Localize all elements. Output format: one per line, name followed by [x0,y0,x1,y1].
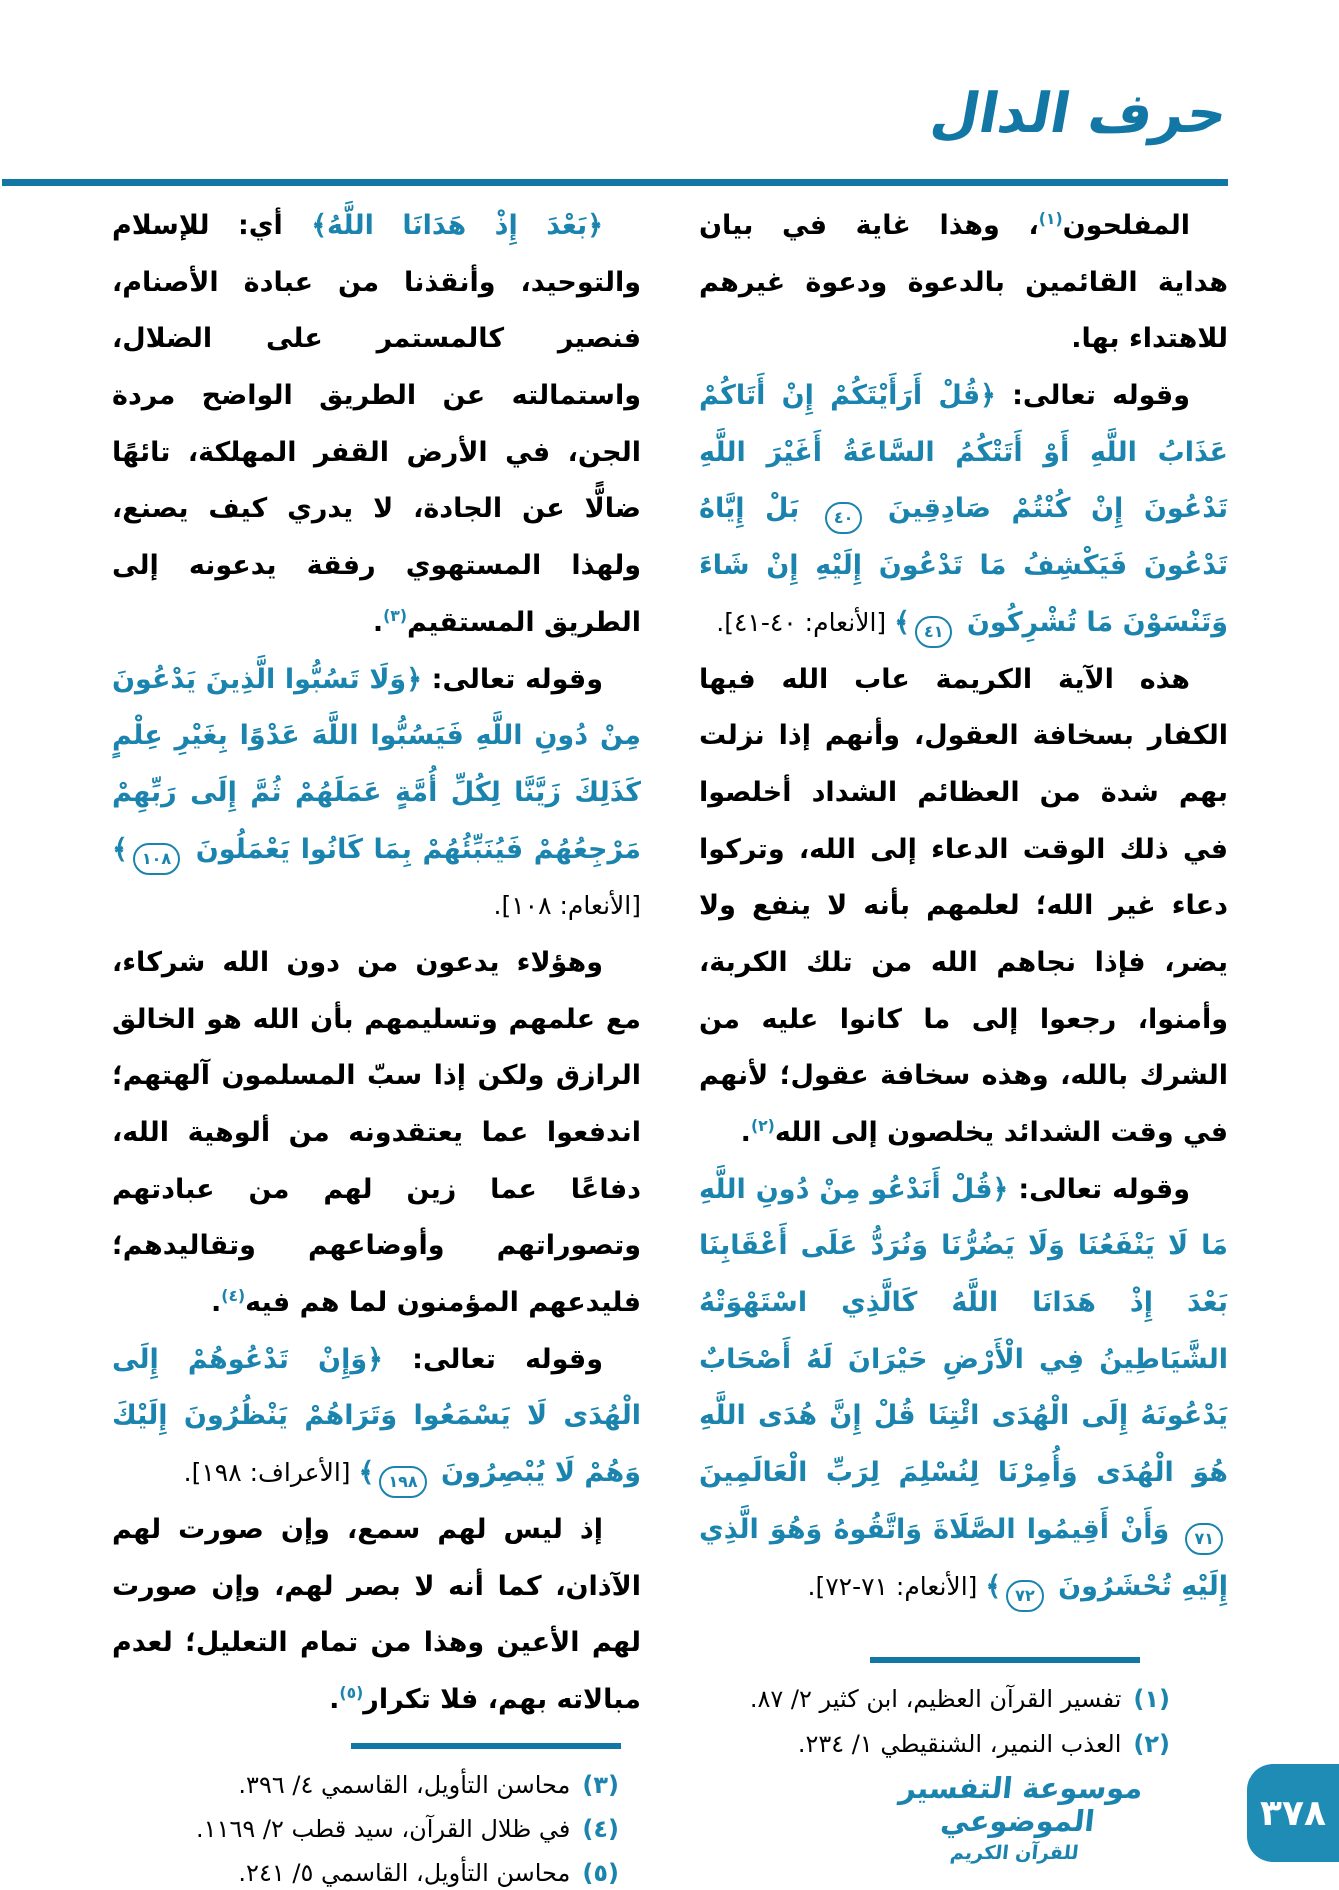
paragraph [112,198,641,652]
verse-reference: [الأنعام: ٧١-٧٢]. [807,1571,986,1601]
paragraph [699,198,1228,368]
body-text: وقوله تعالى: [382,1343,603,1375]
quran-verse-text: بَلْ إِيَّاهُ تَدْعُونَ فَيَكْشِفُ مَا تَدْعُونَ إِلَيْهِ إِنْ شَاءَ وَتَنْسَوْنَ مَا تُشْرِكُونَ [699,493,1228,638]
quran-verse-text: ﴾ [112,833,128,865]
body-text: . [740,1117,751,1148]
body-text: ، وهذا غاية في بيان هداية القائمين بالدعوة ودعوة غيرهم للاهتداء بها. [699,210,1228,355]
footnote-item [699,1722,1170,1766]
header-rule [2,179,1228,186]
right-column [699,198,1228,1766]
quran-verse-text: وَأَنْ أَقِيمُوا الصَّلَاةَ وَاتَّقُوهُ وَهُوَ الَّذِي إِلَيْهِ تُحْشَرُونَ [699,1513,1228,1602]
paragraph [112,935,641,1332]
body-text: هذه الآية الكريمة عاب الله فيها الكفار بسخافة العقول، وأنهم إذا نزلت بهم شدة من العظائم الشداد أخلصوا في ذلك الوقت الدعاء إلى الله، وتركوا دعاء غير الله؛ لعلمهم بأنه لا ينفع ولا يضر، فإذا نجاهم الله من تلك الكربة، وأمنوا، رجعوا إلى ما كانوا عليه من الشرك بالله، وهذه سخافة عقول؛ لأنهم في وقت الشدائد يخلصون إلى الله [699,663,1228,1148]
quran-verse-text: ﴿وَإِنْ تَدْعُوهُمْ إِلَى الْهُدَى لَا يَسْمَعُوا وَتَرَاهُمْ يَنْظُرُونَ إِلَيْكَ وَهُمْ لَا يُبْصِرُونَ [112,1343,641,1489]
body-text: وهؤلاء يدعون من دون الله شركاء، مع علمهم وتسليمهم بأن الله هو الخالق الرازق ولكن إذا سبّ المسلمون آلهتهم؛ اندفعوا عما يعتقدونه من ألوهية الله، دفاعًا عما زين لهم من عبادتهم وتصوراتهم وأوضاعهم وتقاليدهم؛ فليدعهم المؤمنون لما هم فيه [112,946,641,1319]
footnote-marker: (٣) [383,605,408,625]
footnote-text: في ظلال القرآن، سيد قطب ٢/ ١١٦٩. [196,1814,571,1843]
body-text: . [329,1683,340,1715]
footnote-text: محاسن التأويل، القاسمي ٥/ ٢٤١. [238,1859,571,1888]
paragraph [699,652,1228,1162]
footnote-list [699,1677,1228,1766]
verse-number-medallion: ٧١ [1185,1523,1223,1555]
left-column-paragraphs [112,198,641,1729]
paragraph [699,1162,1228,1616]
paragraph [112,1502,641,1729]
verse-reference: [الأعراف: ١٩٨]. [183,1458,359,1488]
quran-verse-text: ﴿بَعْدَ إِذْ هَدَانَا اللَّهُ﴾ [311,210,604,241]
verse-number-medallion: ٤٠ [825,502,863,534]
publisher-logo-line2: للقرآن الكريم [949,1841,1080,1864]
quran-verse-text: ﴿قُلْ أَنَدْعُو مِنْ دُونِ اللَّهِ مَا لَا يَنْفَعُنَا وَلَا يَضُرُّنَا وَنُرَدُّ عَلَى أَعْقَابِنَا بَعْدَ إِذْ هَدَانَا اللَّهُ كَالَّذِي اسْتَهْوَتْهُ الشَّيَاطِينُ فِي الْأَرْضِ حَيْرَانَ لَهُ أَصْحَابٌ يَدْعُونَهُ إِلَى الْهُدَى ائْتِنَا قُلْ إِنَّ هُدَى اللَّهِ هُوَ الْهُدَى وَأُمِرْنَا لِنُسْلِمَ لِرَبِّ الْعَالَمِينَ [699,1173,1228,1489]
paragraph [112,1332,641,1502]
page-number: ٣٧٨ [1260,1792,1326,1834]
verse-reference: [الأنعام: ١٠٨]. [493,891,641,921]
chapter-title: حرف الدال [926,81,1233,145]
quran-verse-text: ﴾ [894,606,910,638]
quran-verse-text: ﴾ [985,1570,1002,1602]
footnote-number: (٥) [582,1859,619,1888]
footnote-marker: (٤) [221,1286,246,1306]
text-columns [112,198,1228,1890]
paragraph [699,368,1228,651]
body-text: وقوله تعالى: [995,380,1190,412]
footnote-separator [870,1657,1140,1663]
verse-number-medallion: ١٠٨ [133,843,180,875]
body-text: إذ ليس لهم سمع، وإن صورت لهم الآذان، كما أنه لا بصر لهم، وإن صورت لهم الأعين وهذا من تمام التعليل؛ لعدم مبالاته بهم، فلا تكرار [112,1513,641,1715]
footnote-text: محاسن التأويل، القاسمي ٤/ ٣٩٦. [238,1770,571,1799]
right-column-paragraphs [699,198,1228,1615]
body-text: وقوله تعالى: [422,663,603,695]
left-column-footnotes [112,1743,641,1890]
footnote-number: (٣) [582,1770,619,1799]
footnote-marker: (٥) [339,1682,364,1702]
footnote-item [112,1851,619,1890]
footnote-marker: (١) [1038,209,1063,228]
verse-number-medallion: ٧٢ [1006,1580,1044,1612]
footnote-item [699,1677,1170,1721]
body-text: المفلحون [1062,210,1190,241]
footnote-number: (١) [1133,1685,1170,1714]
page-number-badge [1247,1764,1339,1862]
right-column-footnotes [699,1657,1228,1766]
verse-reference: [الأنعام: ٤٠-٤١]. [716,607,895,637]
footnote-marker: (٢) [750,1116,775,1135]
left-column [112,198,641,1890]
body-text: وقوله تعالى: [1008,1173,1190,1205]
body-text: أي: للإسلام والتوحيد، وأنقذنا من عبادة الأصنام، فنصير كالمستمر على الضلال، واستمالته عن الطريق الواضح مردة الجن، في الأرض القفر المهلكة، تائهًا ضالًّا عن الجادة، لا يدري كيف يصنع، ولهذا المستهوي رفقة يدعونه إلى الطريق المستقيم [112,210,641,638]
publisher-logo [888,1772,1148,1865]
body-text: . [211,1287,222,1319]
quran-verse-text: ﴿قُلْ أَرَأَيْتَكُمْ إِنْ أَتَاكُمْ عَذَابُ اللَّهِ أَوْ أَتَتْكُمُ السَّاعَةُ أَغَيْرَ اللَّهِ تَدْعُونَ إِنْ كُنْتُمْ صَادِقِينَ [699,380,1228,525]
footnote-number: (٢) [1133,1729,1170,1758]
publisher-logo-line1: موسوعة التفسير الموضوعي [897,1771,1145,1839]
verse-number-medallion: ٤١ [915,616,953,648]
footnote-item [112,1763,619,1807]
footnote-text: العذب النمير، الشنقيطي ١/ ٢٣٤. [797,1729,1122,1758]
quran-verse-text: ﴾ [358,1457,375,1489]
footnote-item [112,1807,619,1851]
footnote-text: تفسير القرآن العظيم، ابن كثير ٢/ ٨٧. [749,1685,1122,1714]
verse-number-medallion: ١٩٨ [379,1466,426,1498]
footnote-list [112,1763,641,1890]
quran-verse-text: ﴿وَلَا تَسُبُّوا الَّذِينَ يَدْعُونَ مِنْ دُونِ اللَّهِ فَيَسُبُّوا اللَّهَ عَدْوًا بِغَيْرِ عِلْمٍ كَذَلِكَ زَيَّنَّا لِكُلِّ أُمَّةٍ عَمَلَهُمْ ثُمَّ إِلَى رَبِّهِمْ مَرْجِعُهُمْ فَيُنَبِّئُهُمْ بِمَا كَانُوا يَعْمَلُونَ [112,663,641,865]
footnote-separator [351,1743,621,1749]
paragraph [112,652,641,935]
body-text: . [372,606,384,638]
footnote-number: (٤) [582,1814,619,1843]
